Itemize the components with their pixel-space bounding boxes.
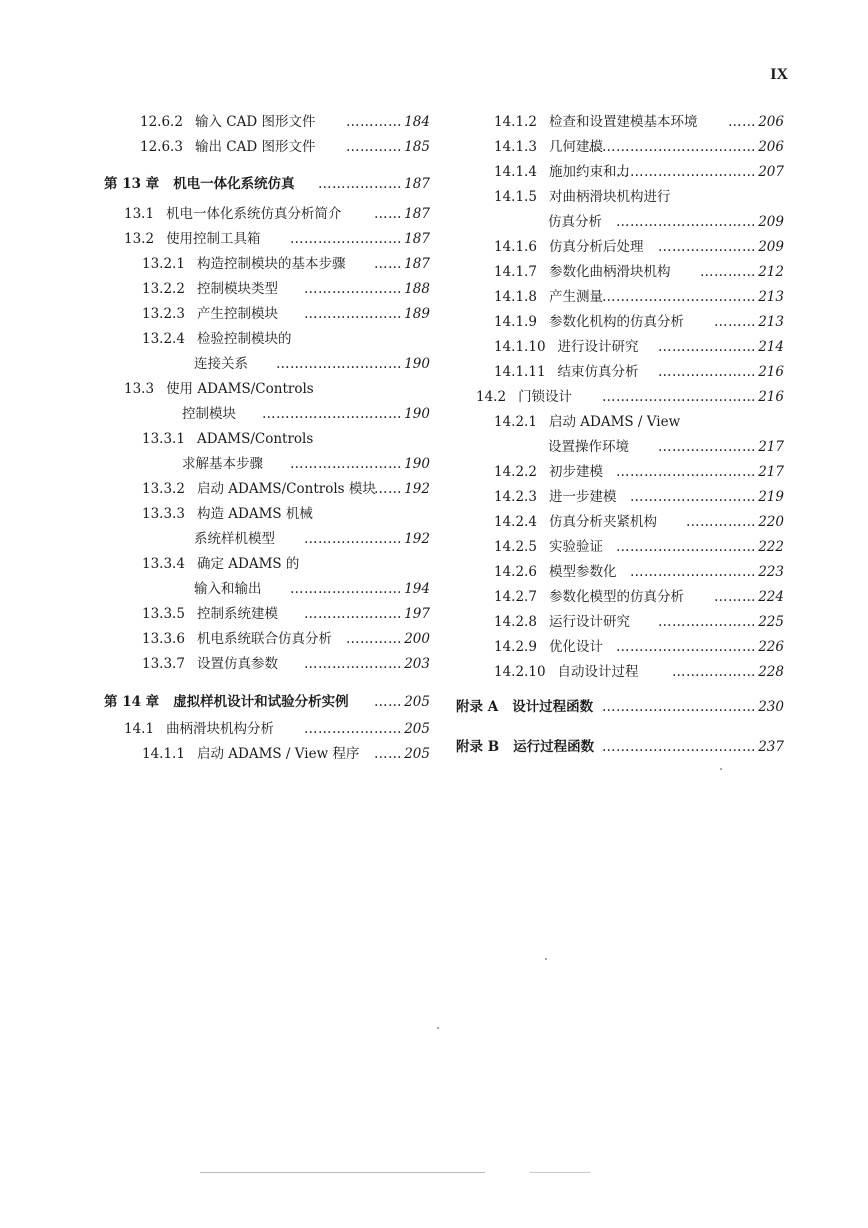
toc-entry-leader (616, 537, 784, 557)
toc-page-number: 219 (758, 489, 784, 505)
toc-page-number: 207 (758, 164, 784, 180)
toc-entry-title: 启动 ADAMS / View (548, 414, 681, 430)
toc-entry-label (142, 504, 313, 524)
toc-entry-label (194, 579, 262, 599)
toc-entry-label (494, 337, 639, 357)
toc-entry-leader (700, 262, 784, 282)
toc-leader-dots: ……………………………… (588, 139, 756, 155)
toc-entry-label (494, 537, 603, 557)
toc-entry-leader (602, 287, 784, 307)
toc-leader-dots: ………………… (304, 606, 402, 622)
toc-entry-leader (304, 719, 430, 739)
toc-entry-label (182, 404, 236, 424)
toc-entry-title: 使用 ADAMS/Controls (166, 381, 314, 397)
toc-entry-leader (318, 174, 430, 194)
toc-entry-number: 13.3.4 (142, 556, 185, 572)
toc-entry-title: 控制模块类型 (196, 281, 278, 297)
toc-entry-leader (304, 604, 430, 624)
toc-entry-title: 参数化曲柄滑块机构 (548, 264, 671, 280)
toc-leader-dots: …………………… (290, 456, 402, 472)
toc-entry-number: 14.1.8 (494, 289, 537, 305)
toc-page-number: 206 (758, 114, 784, 130)
toc-entry-title: 控制模块 (182, 406, 236, 422)
toc-entry-title: 设置仿真参数 (196, 656, 278, 672)
toc-entry-leader (686, 512, 784, 532)
toc-entry-leader (630, 562, 784, 582)
toc-leader-dots: …… (374, 256, 402, 272)
toc-entry-label (140, 112, 315, 132)
toc-entry-label (456, 737, 594, 757)
toc-page-number: 212 (758, 264, 784, 280)
toc-page-number: 225 (758, 614, 784, 630)
toc-entry-leader (290, 579, 430, 599)
toc-leader-dots: ………………………… (616, 539, 756, 555)
toc-entry-leader (616, 212, 784, 232)
toc-entry-label (124, 719, 274, 739)
toc-entry-number: 12.6.2 (140, 114, 183, 130)
toc-entry-leader (602, 697, 784, 717)
toc-entry-label (142, 254, 345, 274)
toc-entry-title: 输出 CAD 图形文件 (194, 139, 316, 155)
toc-leader-dots: ……………………… (276, 356, 402, 372)
toc-entry-number: 14.2.2 (494, 464, 537, 480)
toc-entry-leader (346, 137, 430, 157)
toc-page-number: 187 (404, 256, 430, 272)
toc-page-number: 187 (404, 231, 430, 247)
toc-entry-leader (304, 529, 430, 549)
toc-leader-dots: ……………… (672, 664, 756, 680)
toc-entry-title: 控制系统建模 (196, 606, 278, 622)
toc-entry-title: ADAMS/Controls (196, 431, 314, 447)
toc-leader-dots: ………………… (658, 364, 756, 380)
toc-entry-leader (346, 112, 430, 132)
toc-entry-title: 运行过程函数 (513, 739, 595, 755)
toc-page-number: 189 (404, 306, 430, 322)
toc-entry-leader (714, 587, 784, 607)
toc-entry-title: 门锁设计 (518, 389, 573, 405)
toc-entry-label (494, 137, 603, 157)
scan-line (530, 1172, 590, 1173)
toc-entry-label (494, 612, 630, 632)
toc-entry-number: 13.3.2 (142, 481, 185, 497)
toc-page-number: 190 (404, 356, 430, 372)
toc-entry-title: 进一步建模 (548, 489, 617, 505)
toc-entry-label (494, 637, 603, 657)
toc-leader-dots: ………………… (304, 281, 402, 297)
toc-entry-leader (658, 437, 784, 457)
toc-entry-leader (616, 462, 784, 482)
toc-entry-leader (588, 137, 784, 157)
toc-entry-leader (658, 337, 784, 357)
toc-entry-number: 14.1.6 (494, 239, 537, 255)
toc-entry-title: 机电一体化系统仿真 (173, 176, 295, 192)
toc-entry-label (494, 287, 603, 307)
toc-page-number: 209 (758, 214, 784, 230)
toc-page-number: 213 (758, 314, 784, 330)
toc-entry-leader (374, 744, 430, 764)
toc-entry-title: 虚拟样机设计和试验分析实例 (173, 694, 349, 710)
toc-entry-number: 13.2.1 (142, 256, 185, 272)
toc-page-number: 192 (404, 531, 430, 547)
toc-page-number: 200 (404, 631, 430, 647)
toc-page-number: 216 (758, 364, 784, 380)
toc-entry-label (142, 479, 376, 499)
toc-leader-dots: ………… (700, 264, 756, 280)
toc-entry-number: 14.1.9 (494, 314, 537, 330)
toc-entry-title: 模型参数化 (548, 564, 617, 580)
toc-page-number: 203 (404, 656, 430, 672)
toc-entry-leader (602, 387, 784, 407)
toc-leader-dots: ………………………… (616, 164, 756, 180)
toc-page-number: 217 (758, 439, 784, 455)
toc-entry-title: 检验控制模块的 (196, 331, 292, 347)
toc-entry-label (104, 692, 349, 712)
scan-speck (545, 958, 547, 960)
toc-page-number: 222 (758, 539, 784, 555)
toc-page-number: 228 (758, 664, 784, 680)
toc-entry-label (142, 744, 359, 764)
toc-entry-label (142, 429, 313, 449)
toc-entry-number: 14.2.1 (494, 414, 537, 430)
toc-entry-leader (658, 362, 784, 382)
toc-entry-title: 构造 ADAMS 机械 (196, 506, 313, 522)
toc-entry-label (494, 162, 630, 182)
toc-page-number: 230 (758, 699, 784, 715)
toc-entry-title: 输入和输出 (194, 581, 262, 597)
toc-page-number: 187 (404, 206, 430, 222)
toc-leader-dots: ……………………… (630, 489, 756, 505)
toc-entry-label (494, 237, 643, 257)
toc-entry-number: 14.1.5 (494, 189, 537, 205)
toc-entry-title: 进行设计研究 (557, 339, 639, 355)
toc-entry-label (142, 279, 278, 299)
toc-entry-leader (630, 487, 784, 507)
toc-entry-label (548, 437, 629, 457)
toc-entry-number: 14.2.3 (494, 489, 537, 505)
toc-entry-leader (728, 112, 784, 132)
toc-entry-title: 仿真分析 (548, 214, 602, 230)
toc-entry-number: 第 13 章 (104, 176, 160, 192)
toc-entry-title: 产生控制模块 (196, 306, 278, 322)
toc-entry-leader (616, 637, 784, 657)
toc-entry-leader (714, 312, 784, 332)
toc-entry-title: 仿真分析夹紧机构 (548, 514, 657, 530)
toc-leader-dots: ………………………… (616, 464, 756, 480)
toc-leader-dots: ………………………… (616, 639, 756, 655)
toc-entry-label (142, 604, 278, 624)
toc-entry-number: 14.2.6 (494, 564, 537, 580)
toc-entry-number: 13.2 (124, 231, 155, 247)
scan-line (200, 1172, 485, 1173)
toc-entry-title: 系统样机模型 (194, 531, 275, 547)
toc-leader-dots: ……………………… (630, 564, 756, 580)
toc-entry-label (142, 329, 291, 349)
toc-entry-title: 输入 CAD 图形文件 (194, 114, 316, 130)
toc-leader-dots: ………… (346, 631, 402, 647)
toc-entry-label (494, 662, 639, 682)
toc-entry-title: 设置操作环境 (548, 439, 629, 455)
toc-entry-label (476, 387, 572, 407)
toc-entry-title: 优化设计 (548, 639, 603, 655)
toc-entry-title: 检查和设置建模基本环境 (548, 114, 698, 130)
toc-leader-dots: …………………………… (602, 389, 756, 405)
toc-page-number: 187 (404, 176, 430, 192)
toc-page-number: 192 (404, 481, 430, 497)
toc-page-number: 209 (758, 239, 784, 255)
toc-entry-label (494, 262, 670, 282)
toc-entry-label (494, 512, 657, 532)
toc-leader-dots: …… (374, 746, 402, 762)
toc-entry-title: 确定 ADAMS 的 (196, 556, 300, 572)
toc-page-number: 224 (758, 589, 784, 605)
toc-entry-number: 14.2.9 (494, 639, 537, 655)
toc-entry-label (104, 174, 295, 194)
toc-leader-dots: ………………… (304, 721, 402, 737)
toc-entry-number: 13.3.7 (142, 656, 185, 672)
toc-entry-title: 设计过程函数 (512, 699, 594, 715)
toc-entry-label (494, 112, 697, 132)
toc-leader-dots: ………………… (658, 239, 756, 255)
toc-page-number: 220 (758, 514, 784, 530)
toc-leader-dots: …………………………… (602, 289, 756, 305)
toc-entry-number: 13.3 (124, 381, 155, 397)
toc-entry-title: 结束仿真分析 (557, 364, 639, 380)
toc-entry-number: 14.2.4 (494, 514, 537, 530)
toc-page-number: 226 (758, 639, 784, 655)
toc-entry-number: 14.1.11 (494, 364, 546, 380)
toc-entry-number: 14.2.5 (494, 539, 537, 555)
toc-entry-title: 启动 ADAMS / View 程序 (196, 746, 360, 762)
toc-entry-label (494, 462, 603, 482)
toc-entry-title: 实验验证 (548, 539, 603, 555)
toc-entry-label (142, 629, 332, 649)
toc-page-number: 194 (404, 581, 430, 597)
toc-entry-label (494, 187, 670, 207)
toc-entry-title: 构造控制模块的基本步骤 (196, 256, 346, 272)
toc-entry-number: 14.2.10 (494, 664, 546, 680)
toc-entry-label (494, 362, 639, 382)
toc-entry-number: 13.3.5 (142, 606, 185, 622)
toc-entry-title: 运行设计研究 (548, 614, 630, 630)
toc-entry-title: 参数化机构的仿真分析 (548, 314, 684, 330)
toc-leader-dots: ……… (714, 589, 756, 605)
toc-leader-dots: …………………… (290, 231, 402, 247)
toc-leader-dots: …… (374, 481, 402, 497)
toc-entry-leader (304, 654, 430, 674)
toc-entry-number: 14.1.10 (494, 339, 546, 355)
toc-entry-leader (616, 162, 784, 182)
toc-entry-number: 14.1 (124, 721, 155, 737)
toc-entry-label (494, 562, 616, 582)
toc-page-number: 214 (758, 339, 784, 355)
toc-entry-number: 14.1.7 (494, 264, 537, 280)
toc-entry-label (142, 654, 278, 674)
toc-leader-dots: ………………… (304, 531, 402, 547)
toc-entry-title: 机电系统联合仿真分析 (196, 631, 332, 647)
toc-entry-number: 14.2 (476, 389, 507, 405)
toc-entry-label (494, 487, 616, 507)
toc-leader-dots: ………………………… (616, 214, 756, 230)
toc-entry-number: 14.2.8 (494, 614, 537, 630)
toc-entry-label (142, 554, 299, 574)
toc-page-number: 197 (404, 606, 430, 622)
toc-entry-leader (658, 237, 784, 257)
toc-leader-dots: …… (374, 694, 402, 710)
toc-entry-number: 附录 B (456, 739, 500, 755)
toc-entry-leader (276, 354, 430, 374)
toc-leader-dots: ……………… (318, 176, 402, 192)
toc-entry-label (494, 412, 680, 432)
toc-page-number: 223 (758, 564, 784, 580)
toc-page-number: 205 (404, 694, 430, 710)
toc-page-number: 188 (404, 281, 430, 297)
toc-entry-title: 几何建模 (548, 139, 603, 155)
toc-entry-leader (346, 629, 430, 649)
toc-entry-title: 初步建模 (548, 464, 603, 480)
toc-entry-title: 自动设计过程 (557, 664, 639, 680)
toc-leader-dots: ………… (346, 114, 402, 130)
toc-page-number: 185 (404, 139, 430, 155)
toc-entry-leader (374, 692, 430, 712)
toc-entry-label (124, 229, 261, 249)
toc-leader-dots: …… (374, 206, 402, 222)
toc-entry-label (124, 379, 314, 399)
toc-entry-number: 附录 A (456, 699, 499, 715)
toc-leader-dots: ………………… (658, 614, 756, 630)
toc-leader-dots: …… (728, 114, 756, 130)
toc-entry-leader (304, 279, 430, 299)
toc-entry-number: 14.2.7 (494, 589, 537, 605)
toc-entry-title: 仿真分析后处理 (548, 239, 644, 255)
toc-page-number: 213 (758, 289, 784, 305)
toc-entry-title: 参数化模型的仿真分析 (548, 589, 684, 605)
toc-leader-dots: ………………………… (262, 406, 402, 422)
toc-entry-number: 第 14 章 (104, 694, 160, 710)
toc-entry-label (548, 212, 602, 232)
toc-entry-number: 14.1.2 (494, 114, 537, 130)
toc-leader-dots: ………………… (304, 656, 402, 672)
toc-page-number: 190 (404, 406, 430, 422)
toc-entry-title: 对曲柄滑块机构进行 (548, 189, 671, 205)
toc-page-number: 205 (404, 721, 430, 737)
toc-leader-dots: ………… (346, 139, 402, 155)
toc-leader-dots: ……… (714, 314, 756, 330)
toc-entry-number: 12.6.3 (140, 139, 183, 155)
toc-entry-label (182, 454, 263, 474)
toc-entry-leader (658, 612, 784, 632)
toc-page-number: 190 (404, 456, 430, 472)
toc-leader-dots: …………… (686, 514, 756, 530)
toc-entry-label (140, 137, 315, 157)
toc-entry-leader (262, 404, 430, 424)
toc-entry-title: 启动 ADAMS/Controls 模块 (196, 481, 376, 497)
toc-entry-title: 求解基本步骤 (182, 456, 263, 472)
toc-leader-dots: ………………… (304, 306, 402, 322)
toc-entry-title: 连接关系 (194, 356, 248, 372)
toc-entry-leader (374, 254, 430, 274)
toc-entry-number: 14.1.1 (142, 746, 185, 762)
toc-entry-number: 14.1.4 (494, 164, 537, 180)
toc-entry-number: 14.1.3 (494, 139, 537, 155)
toc-entry-number: 13.3.1 (142, 431, 185, 447)
toc-entry-number: 13.3.3 (142, 506, 185, 522)
toc-page-number: 206 (758, 139, 784, 155)
scan-speck (437, 1027, 439, 1029)
scan-speck (720, 768, 722, 770)
toc-entry-title: 曲柄滑块机构分析 (166, 721, 275, 737)
toc-entry-title: 机电一体化系统仿真分析简介 (166, 206, 342, 222)
toc-entry-label (194, 529, 275, 549)
toc-entry-leader (374, 479, 430, 499)
toc-entry-title: 产生测量 (548, 289, 603, 305)
toc-entry-title: 使用控制工具箱 (166, 231, 261, 247)
toc-entry-leader (304, 304, 430, 324)
toc-entry-number: 13.2.3 (142, 306, 185, 322)
toc-entry-label (194, 354, 248, 374)
toc-entry-label (494, 312, 684, 332)
toc-entry-number: 13.1 (124, 206, 155, 222)
toc-leader-dots: …………………… (290, 581, 402, 597)
toc-entry-leader (602, 737, 784, 757)
toc-leader-dots: …………………………… (602, 699, 756, 715)
toc-entry-number: 13.2.4 (142, 331, 185, 347)
toc-page-number: 205 (404, 746, 430, 762)
page-number: IX (770, 66, 788, 83)
toc-entry-number: 13.2.2 (142, 281, 185, 297)
toc-entry-title: 施加约束和力 (548, 164, 630, 180)
toc-entry-leader (290, 229, 430, 249)
toc-entry-label (142, 304, 278, 324)
toc-leader-dots: …………………………… (602, 739, 756, 755)
toc-entry-label (456, 697, 593, 717)
toc-page-number: 216 (758, 389, 784, 405)
toc-entry-leader (374, 204, 430, 224)
toc-page-number: 217 (758, 464, 784, 480)
toc-entry-leader (290, 454, 430, 474)
toc-entry-label (124, 204, 342, 224)
toc-entry-label (494, 587, 684, 607)
toc-leader-dots: ………………… (658, 439, 756, 455)
toc-page-number: 184 (404, 114, 430, 130)
toc-entry-number: 13.3.6 (142, 631, 185, 647)
toc-page-number: 237 (758, 739, 784, 755)
toc-entry-leader (672, 662, 784, 682)
toc-leader-dots: ………………… (658, 339, 756, 355)
